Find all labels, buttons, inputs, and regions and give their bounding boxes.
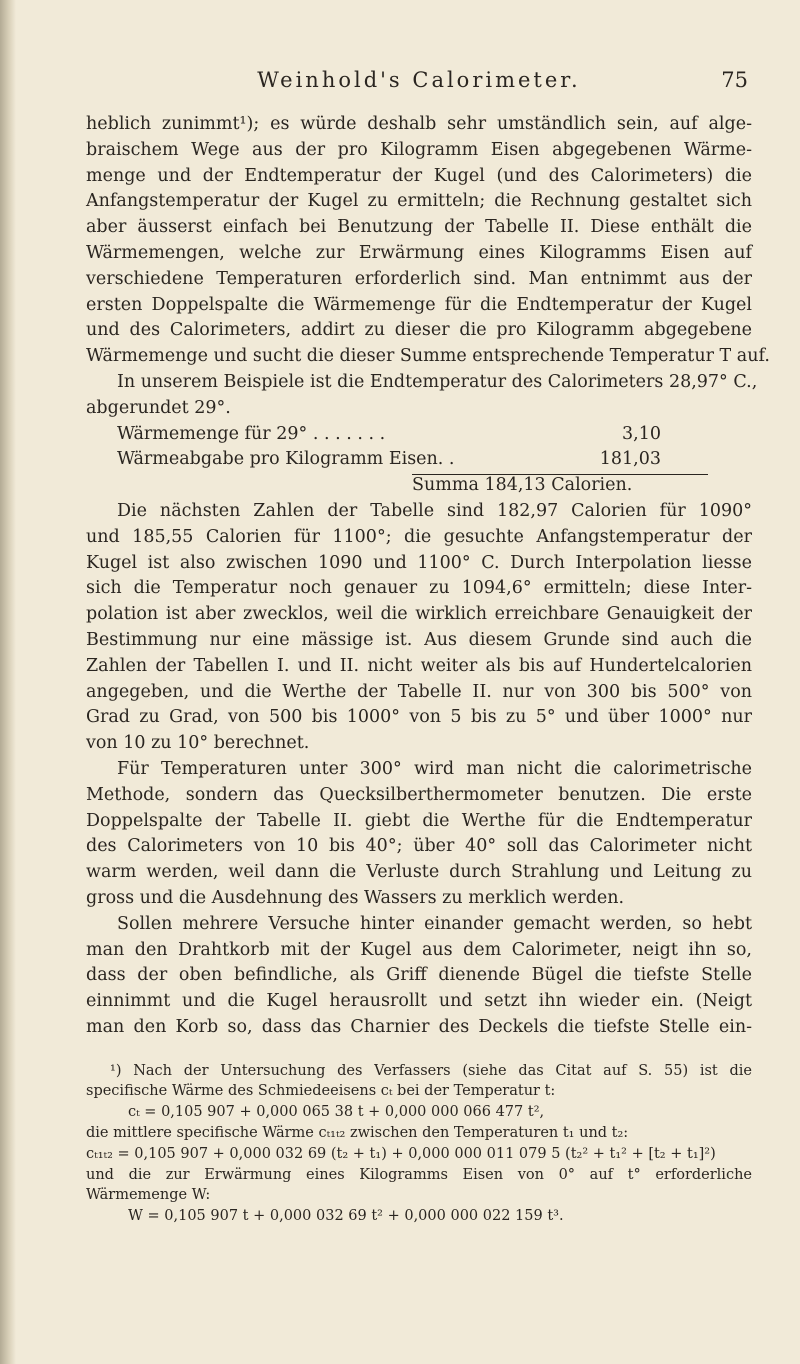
text-line: man den Korb so, dass das Charnier des Deckels die tiefste Stelle ein-	[86, 1016, 752, 1037]
calc-row-label: Wärmeabgabe pro Kilogramm Eisen. .	[117, 449, 455, 470]
text-line: Die nächsten Zahlen der Tabelle sind 182,97 Calorien für 1090°	[117, 500, 752, 521]
page-header	[90, 68, 748, 98]
paragraph-1	[86, 112, 770, 422]
body-text	[86, 112, 770, 1227]
footnote-line: die mittlere specifische Wärme cₜ₁ₜ₂ zwischen den Temperaturen t₁ und t₂:	[86, 1125, 629, 1142]
text-line: Methode, sondern das Quecksilberthermometer benutzen. Die erste	[86, 784, 752, 805]
text-line: Für Temperaturen unter 300° wird man nicht die calorimetrische	[117, 758, 752, 779]
paragraph-2	[86, 499, 752, 757]
text-line: des Calorimeters von 10 bis 40°; über 40° soll das Calorimeter nicht	[86, 836, 752, 857]
text-line: Sollen mehrere Versuche hinter einander gemacht werden, so hebt	[117, 913, 752, 934]
paragraph-3	[86, 757, 752, 912]
calculation-table	[86, 422, 752, 499]
text-line: und 185,55 Calorien für 1100°; die gesuchte Anfangstemperatur der	[86, 526, 752, 547]
text-line: In unserem Beispiele ist die Endtemperatur des Calorimeters 28,97° C.,	[117, 371, 758, 392]
text-line: Anfangstemperatur der Kugel zu ermitteln; die Rechnung gestaltet sich	[86, 191, 752, 212]
text-line: polation ist aber zwecklos, weil die wirklich erreichbare Genauigkeit der	[86, 604, 752, 625]
text-line: Zahlen der Tabellen I. und II. nicht weiter als bis auf Hundertelcalorien	[86, 655, 752, 676]
calc-sum: Summa 184,13 Calorien.	[412, 475, 633, 496]
text-line: ersten Doppelspalte die Wärmemenge für die Endtemperatur der Kugel	[86, 294, 752, 315]
text-line: verschiedene Temperaturen erforderlich sind. Man entnimmt aus der	[86, 268, 752, 289]
footnote-formula: W = 0,105 907 t + 0,000 032 69 t² + 0,000 000 022 159 t³.	[128, 1208, 564, 1225]
text-line: Kugel ist also zwischen 1090 und 1100° C. Durch Interpolation liesse	[86, 552, 752, 573]
calc-row	[86, 447, 752, 473]
footnote	[86, 1061, 752, 1227]
text-line: sich die Temperatur noch genauer zu 1094,6° ermitteln; diese Inter-	[86, 578, 752, 599]
text-line: Wärmemenge und sucht die dieser Summe entsprechende Temperatur T auf.	[86, 346, 770, 367]
calc-row-value: 3,10	[622, 423, 661, 444]
calc-row-value: 181,03	[599, 449, 661, 470]
calc-row	[86, 422, 752, 448]
text-line: einnimmt und die Kugel herausrollt und setzt ihn wieder ein. (Neigt	[86, 991, 752, 1012]
book-spine-shadow	[0, 0, 16, 1364]
page-number: 75	[721, 68, 748, 92]
calc-sum-row	[86, 473, 752, 499]
text-line: von 10 zu 10° berechnet.	[86, 733, 310, 754]
footnote-line: und die zur Erwärmung eines Kilogramms Eisen von 0° auf t° erforderliche	[86, 1166, 752, 1183]
footnote-formula: cₜ = 0,105 907 + 0,000 065 38 t + 0,000 000 066 477 t²,	[128, 1104, 545, 1121]
text-line: gross und die Ausdehnung des Wassers zu merklich werden.	[86, 887, 625, 908]
paragraph-4	[86, 912, 752, 1041]
footnote-formula: cₜ₁ₜ₂ = 0,105 907 + 0,000 032 69 (t₂ + t₁) + 0,000 000 011 079 5 (t₂² + t₁² + [t₂ + t₁]²)	[86, 1145, 716, 1162]
footnote-line: Wärmemenge W:	[86, 1187, 211, 1204]
text-line: und des Calorimeters, addirt zu dieser die pro Kilogramm abgegebene	[86, 320, 752, 341]
text-line: Doppelspalte der Tabelle II. giebt die Werthe für die Endtemperatur	[86, 810, 752, 831]
text-line: Grad zu Grad, von 500 bis 1000° von 5 bis zu 5° und über 1000° nur	[86, 707, 752, 728]
text-line: abgerundet 29°.	[86, 397, 231, 418]
text-line: heblich zunimmt¹); es würde deshalb sehr umständlich sein, auf alge-	[86, 114, 752, 134]
text-line: warm werden, weil dann die Verluste durch Strahlung und Leitung zu	[86, 862, 752, 883]
text-line: aber äusserst einfach bei Benutzung der Tabelle II. Diese enthält die	[86, 217, 752, 238]
sum-rule-divider	[412, 474, 708, 475]
footnote-line: ¹) Nach der Untersuchung des Verfassers (siehe das Citat auf S. 55) ist die	[110, 1062, 752, 1079]
running-title: Weinhold's Calorimeter.	[257, 68, 581, 92]
text-line: man den Drahtkorb mit der Kugel aus dem Calorimeter, neigt ihn so,	[86, 939, 752, 960]
text-line: braischem Wege aus der pro Kilogramm Eisen abgegebenen Wärme-	[86, 139, 752, 160]
text-line: Bestimmung nur eine mässige ist. Aus diesem Grunde sind auch die	[86, 629, 752, 650]
text-line: menge und der Endtemperatur der Kugel (und des Calorimeters) die	[86, 165, 752, 186]
text-line: Wärmemengen, welche zur Erwärmung eines Kilogramms Eisen auf	[86, 242, 752, 263]
footnote-line: specifische Wärme des Schmiedeeisens cₜ bei der Temperatur t:	[86, 1083, 556, 1100]
text-line: dass der oben befindliche, als Griff dienende Bügel die tiefste Stelle	[86, 965, 752, 986]
calc-row-label: Wärmemenge für 29° . . . . . . .	[117, 423, 386, 444]
text-line: angegeben, und die Werthe der Tabelle II. nur von 300 bis 500° von	[86, 681, 752, 702]
